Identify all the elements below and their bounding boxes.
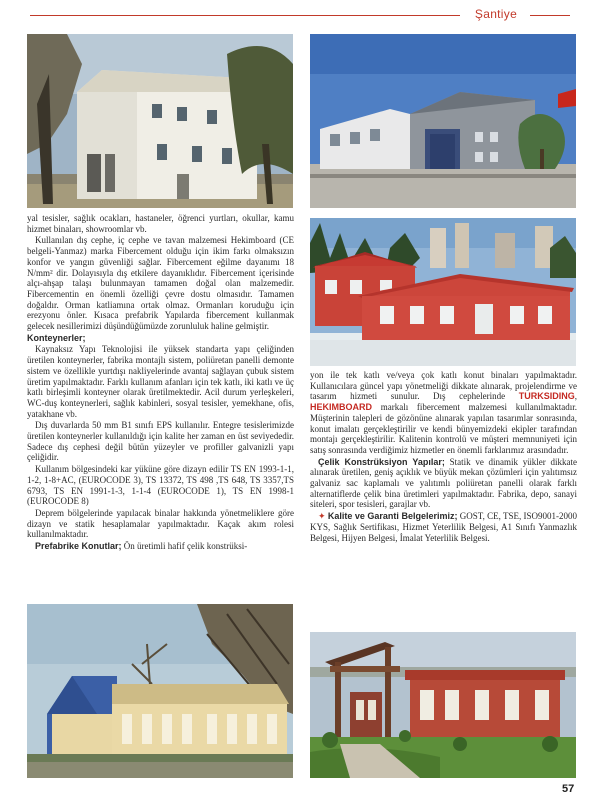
kalite-text: GOST, CE, TSE, ISO9001-2000 KYS, Sağlık Sertifikası, Hizmet Yeterlilik Belgesi, A1 Sınıfı Yanmazlık Belgesi, Hijyen Belgesi, İmalat Yeterlilik Belgesi. — [310, 511, 578, 543]
heading-konteynerler: Konteynerler; — [27, 332, 86, 343]
celik-paragraph — [310, 457, 577, 511]
brand-hekimboard — [310, 402, 372, 412]
page-number: 57 — [562, 783, 575, 795]
heading-kalite-garanti: Kalite ve Garanti Belgelerimiz; — [327, 511, 458, 522]
celik-text: Statik ve dinamik yükler dikkate alınarak üretilen, geniş açıklık ve büyük mekan çözümleri için yalıtımsız galvaniz sac kaplamalı ve yalıtımlı poliüretan panelli olarak farklı alternatiflerde çelik bina üretimleri yapılmaktadır. Fabrika, depo, sanayi siteleri, spor tesisleri, garajlar vb. — [310, 456, 577, 510]
photo-white-prefab-building — [27, 34, 293, 208]
brand-turksiding — [519, 391, 575, 401]
brand-siding: SIDING — [543, 391, 575, 402]
brand-separator: , — [574, 391, 577, 402]
photo-red-house-pergola — [310, 632, 576, 778]
section-title: Şantiye — [474, 7, 518, 21]
right-text-column — [310, 370, 577, 544]
brand-hekim: HEKIM — [310, 402, 339, 413]
kalite-paragraph — [310, 511, 577, 543]
heading-celik-konstruksiyon: Çelik Konstrüksiyon Yapılar; — [318, 456, 445, 467]
left-paragraph: Kullanım bölgesindeki kar yüküne göre dizayn edilir TS EN 1993-1-1, 1-2, 1-8+AC, (EUROCODE 3), TS 13372, TS 498 ,TS 648, TS 3357,TS 6793, TS EN 1991-1-3, 1-1-4 (EUROCODE 1), TS EN 1998-1 (EUROCODE 8) — [27, 464, 294, 507]
right-text: yon ile tek katlı ve/veya çok katlı konut binaları yapılmaktadır. Kullanıcılara güncel yapı yönetmeliği dikkate alınarak, projelendirme ve tasarım hizmeti sunulur. Dış cephelerinde — [310, 370, 577, 402]
brand-turk: TURK — [518, 391, 544, 402]
right-paragraph — [310, 370, 577, 456]
photo-steel-industrial-building — [310, 34, 576, 208]
header-rule-right — [530, 15, 570, 16]
bullet-icon: ✦ — [318, 511, 326, 522]
left-paragraph: Deprem bölgelerinde yapılacak binalar hakkında yönetmeliklere göre dizayn ve statik hesaplamalar yapılmaktadır. Kaçak akım rolesi kullanılmaktadır. — [27, 507, 294, 540]
left-paragraph: Dış duvarlarda 50 mm B1 sınıfı EPS kullanılır. Entegre tesislerimizde üretilen konteynerler kullanıldığı için kalite her zaman en üst seviyededir. Sadece dış cephesi değil bütün yüzeyler ve profiller galvanizli yapı çeliğidir. — [27, 420, 294, 463]
left-paragraph: yal tesisler, sağlık ocakları, hastaneler, öğrenci yurtları, okullar, kamu hizmet binaları, showroomlar vb. — [27, 213, 294, 234]
right-text: markalı fibercement malzemesi kullanılmaktadır. Müşterinin talepleri de gözönüne alınarak yapılan tasarımlar sonrasında, konut imalatı gerçekleştirilir ve kendi bünyemizdeki ekipler tarafından montajı gerçekleştirilir. Kalitenin kontrolü ve müşteri memnuniyeti için satış sonrasında verdiğimiz hizmetler en önemli farklarımız arasındadır. — [310, 402, 577, 455]
photo-cream-building-blue-roof — [27, 604, 293, 778]
prefabrik-paragraph — [27, 541, 294, 552]
brand-board: BOARD — [339, 402, 372, 413]
header-rule-left — [30, 15, 460, 16]
heading-prefabrike-konutlar: Prefabrike Konutlar; — [35, 541, 122, 552]
prefabrik-text: Ön üretimli hafif çelik konstrüksi- — [121, 541, 248, 552]
left-text-column — [27, 213, 294, 553]
left-paragraph: Kaynaksız Yapı Teknolojisi ile yüksek standarta yapı çeliğinden üretilen konteynerler, fabrika montajlı sistem, poliüretan panelli demonte sistem ve özellikle yurtdışı nakliyelerinde avantaj sağlayan çubuk sistem üretim yapılmaktadır. Farklı kullanım afanları için tek katlı, iki katlı ve üç katlı birleşimli konteyner olarak üretilmektedir. Acil durum yerleşkeleri, WC-duş konteynerleri, sağlık kabinleri, sosyal tesisler, yemekhane, ofis, yatakhane vb. — [27, 344, 294, 419]
photo-red-prefab-houses — [310, 218, 576, 366]
left-paragraph: Kullanılan dış cephe, iç cephe ve tavan malzemesi Hekimboard (CE belgeli-Yanmaz) marka Fibercement olduğu için ikim farkı olmaksızın konfor ve yangın güvenliği sağlar. Fibercement eğilme dayanımı 18 N/mm² dir. Dolayısıyla dış etkilere dayanıklıdır. Fibercement içerisinde alçı-ahşap talaşı bulunmayan tamamen doğal olan malzemedir. Fibercementin en önemli özelliği çevre dostu olmasıdır. Tamamen doğaldır. Orman katliamına ortak olmaz. Ormanları koruduğu için erezyonu önler. Kısaca prefabrik Yapılarda fibercement kullanmak gelecek nesillerimizi düşündüğümüzde zorunluluk haline gelmiştir. — [27, 235, 294, 332]
